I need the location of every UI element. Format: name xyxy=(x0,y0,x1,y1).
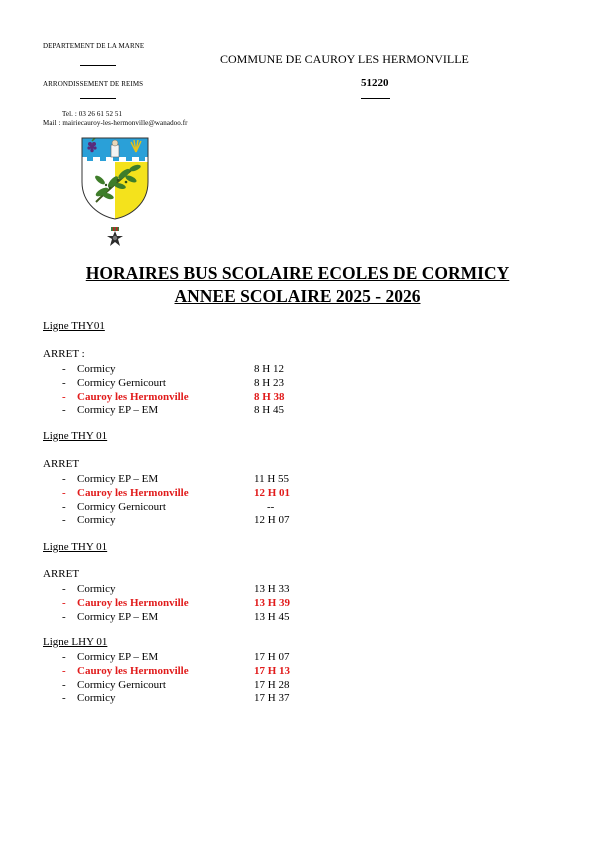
stop-row xyxy=(0,362,400,376)
commune-name: COMMUNE DE CAUROY LES HERMONVILLE xyxy=(220,52,469,66)
telephone-label: Tel. : 03 26 61 52 51 xyxy=(62,110,123,118)
stop-time: 11 H 55 xyxy=(254,473,290,485)
divider xyxy=(361,98,390,99)
stop-name: Cormicy EP – EM xyxy=(77,651,159,663)
stop-name: Cormicy EP – EM xyxy=(77,473,159,485)
stop-row xyxy=(0,691,400,705)
bullet-dash: - xyxy=(62,486,66,499)
stop-time: 13 H 39 xyxy=(254,596,291,609)
bullet-dash: - xyxy=(62,692,66,705)
stop-time: 8 H 23 xyxy=(254,376,284,389)
divider xyxy=(80,98,116,99)
stop-row xyxy=(0,596,400,610)
line-label: Ligne THY01 xyxy=(43,320,105,332)
stop-time: 8 H 12 xyxy=(254,363,284,375)
bullet-dash: - xyxy=(62,596,66,609)
stop-time: 13 H 33 xyxy=(254,583,290,595)
bullet-dash: - xyxy=(62,651,66,663)
arret-label: ARRET : xyxy=(43,348,85,360)
stop-time: 17 H 07 xyxy=(254,651,290,663)
medal-icon xyxy=(104,227,126,249)
bullet-dash: - xyxy=(62,500,66,513)
stop-name: Cormicy EP – EM xyxy=(77,404,159,417)
bullet-dash: - xyxy=(62,473,66,485)
stop-name: Cauroy les Hermonville xyxy=(77,486,189,499)
stop-row xyxy=(0,678,400,692)
stop-name: Cormicy xyxy=(77,514,116,527)
stop-row xyxy=(0,664,400,678)
page-subtitle: ANNEE SCOLAIRE 2025 - 2026 xyxy=(174,286,421,306)
mail-label: Mail : mairiecauroy-les-hermonville@wanadoo.fr xyxy=(43,119,188,127)
bullet-dash: - xyxy=(62,404,66,417)
arrondissement-label: ARRONDISSEMENT DE REIMS xyxy=(43,80,144,88)
stop-time: 17 H 28 xyxy=(254,678,290,691)
bullet-dash: - xyxy=(62,678,66,691)
bullet-dash: - xyxy=(62,514,66,527)
stop-row xyxy=(0,472,400,486)
bullet-dash: - xyxy=(62,390,66,403)
stop-name: Cormicy xyxy=(77,583,116,595)
stop-time: 12 H 01 xyxy=(254,486,291,499)
line-label: Ligne LHY 01 xyxy=(43,636,108,648)
arret-label: ARRET xyxy=(43,568,80,580)
stop-name: Cormicy xyxy=(77,692,116,705)
stop-time: 12 H 07 xyxy=(254,514,290,527)
stop-row xyxy=(0,486,400,500)
stop-time: 13 H 45 xyxy=(254,610,290,623)
department-label: DEPARTEMENT DE LA MARNE xyxy=(43,42,145,50)
stop-name: Cauroy les Hermonville xyxy=(77,390,189,403)
stop-name: Cauroy les Hermonville xyxy=(77,596,189,609)
divider xyxy=(80,65,116,66)
stop-row xyxy=(0,582,400,596)
bullet-dash: - xyxy=(62,363,66,375)
stop-row xyxy=(0,403,400,417)
bullet-dash: - xyxy=(62,664,66,677)
stop-time: 8 H 45 xyxy=(254,404,284,417)
stop-row xyxy=(0,513,400,527)
line-label: Ligne THY 01 xyxy=(43,430,108,442)
stop-name: Cormicy EP – EM xyxy=(77,610,159,623)
stop-row xyxy=(0,650,400,664)
stop-time: 17 H 37 xyxy=(254,692,290,705)
stop-name: Cormicy Gernicourt xyxy=(77,376,166,389)
stop-time: -- xyxy=(267,500,275,513)
bullet-dash: - xyxy=(62,610,66,623)
stop-name: Cormicy Gernicourt xyxy=(77,678,166,691)
postal-code: 51220 xyxy=(361,77,389,89)
arret-label: ARRET xyxy=(43,458,80,470)
bullet-dash: - xyxy=(62,583,66,595)
stop-name: Cormicy Gernicourt xyxy=(77,500,166,513)
stop-name: Cormicy xyxy=(77,363,116,375)
coat-of-arms-icon xyxy=(80,136,150,220)
stop-name: Cauroy les Hermonville xyxy=(77,664,189,677)
page-title: HORAIRES BUS SCOLAIRE ECOLES DE CORMICY xyxy=(85,263,510,283)
stop-row xyxy=(0,610,400,624)
bullet-dash: - xyxy=(62,376,66,389)
stop-time: 17 H 13 xyxy=(254,664,291,677)
stop-row xyxy=(0,500,400,514)
stop-time: 8 H 38 xyxy=(254,390,285,403)
stop-row xyxy=(0,376,400,390)
stop-row xyxy=(0,390,400,404)
line-label: Ligne THY 01 xyxy=(43,541,108,553)
